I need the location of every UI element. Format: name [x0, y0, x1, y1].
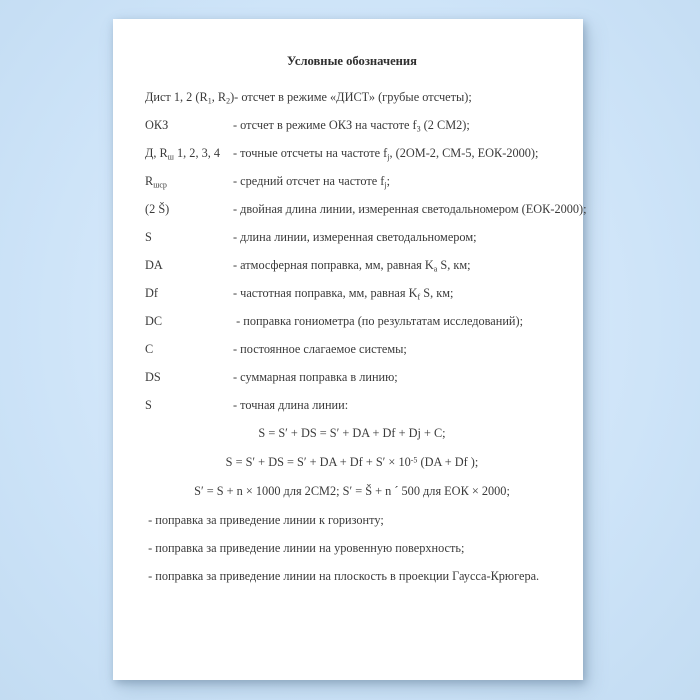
term-label: DA: [145, 258, 163, 272]
term-label: $R_{шср}$: [145, 174, 167, 190]
term-label: DC: [145, 314, 163, 328]
definition-row: [145, 202, 587, 230]
definition-row: [145, 118, 559, 146]
definition-text: - суммарная поправка в линию;: [233, 370, 398, 384]
definition-row: [145, 370, 559, 398]
definition-text: - частотная поправка, мм, равная $K_f$ S, км;: [233, 286, 454, 302]
note-line: - поправка за приведение линии на плоскость в проекции Гаусса-Крюгера.: [145, 569, 540, 583]
definition-row: [145, 398, 559, 426]
definition-row: [145, 258, 559, 286]
formulas-block: [145, 426, 559, 513]
definitions-list: [145, 90, 587, 426]
definition-text: - отсчет в режиме «ДИСТ» (грубые отсчеты);: [234, 90, 472, 104]
formula-line: S = S′ + DS = S′ + DA + Df + Dj + C;: [258, 426, 446, 440]
term-label: Д, $R_ш$ 1, 2, 3, 4: [145, 146, 221, 162]
term-label: DS: [145, 370, 161, 384]
term-label: (2 Š): [145, 202, 170, 216]
term-label: ОКЗ: [145, 118, 169, 132]
definition-row: [145, 286, 559, 314]
definition-text: - средний отсчет на частоте $f_j$;: [233, 174, 391, 190]
definition-text: - отсчет в режиме ОКЗ на частоте $f_3$ (2 СМ2);: [233, 118, 470, 134]
term-label: C: [145, 342, 154, 356]
document-title: Условные обозначения: [286, 54, 417, 68]
term-label: S: [145, 398, 152, 412]
term-label: Дист 1, 2 ($R_1$, $R_2$): [145, 90, 235, 106]
note-line: - поправка за приведение линии к горизонту;: [145, 513, 384, 527]
definition-row: [145, 314, 559, 342]
term-label: Df: [145, 286, 158, 300]
definition-row: [145, 146, 559, 174]
definition-row: [145, 90, 559, 118]
term-label: S: [145, 230, 152, 244]
definition-text: - длина линии, измеренная светодальномером;: [233, 230, 477, 244]
notes-block: [145, 513, 559, 597]
definition-text: - атмосферная поправка, мм, равная $K_а$ S, км;: [233, 258, 471, 274]
formula-line: S′ = S + n × 1000 для 2СМ2; S′ = Š + n ´ 500 для ЕОК × 2000;: [194, 484, 510, 498]
definition-text: - поправка гониометра (по результатам исследований);: [233, 314, 524, 328]
definition-text: - постоянное слагаемое системы;: [233, 342, 407, 356]
definition-row: [145, 342, 559, 370]
document-page: [113, 19, 587, 680]
note-line: - поправка за приведение линии на уровенную поверхность;: [145, 541, 465, 555]
definition-text: - двойная длина линии, измеренная светодальномером (ЕОК-2000);: [233, 202, 587, 216]
definition-text: - точные отсчеты на частоте $f_j$, (2ОМ-2, СМ-5, ЕОК-2000);: [233, 146, 539, 162]
definition-row: [145, 230, 559, 258]
formula-line: S = S′ + DS = S′ + DA + $Df + S' \times 10^{-5}$ (DA + Df );: [225, 455, 479, 469]
definition-row: [145, 174, 559, 202]
definition-text: - точная длина линии:: [233, 398, 349, 412]
